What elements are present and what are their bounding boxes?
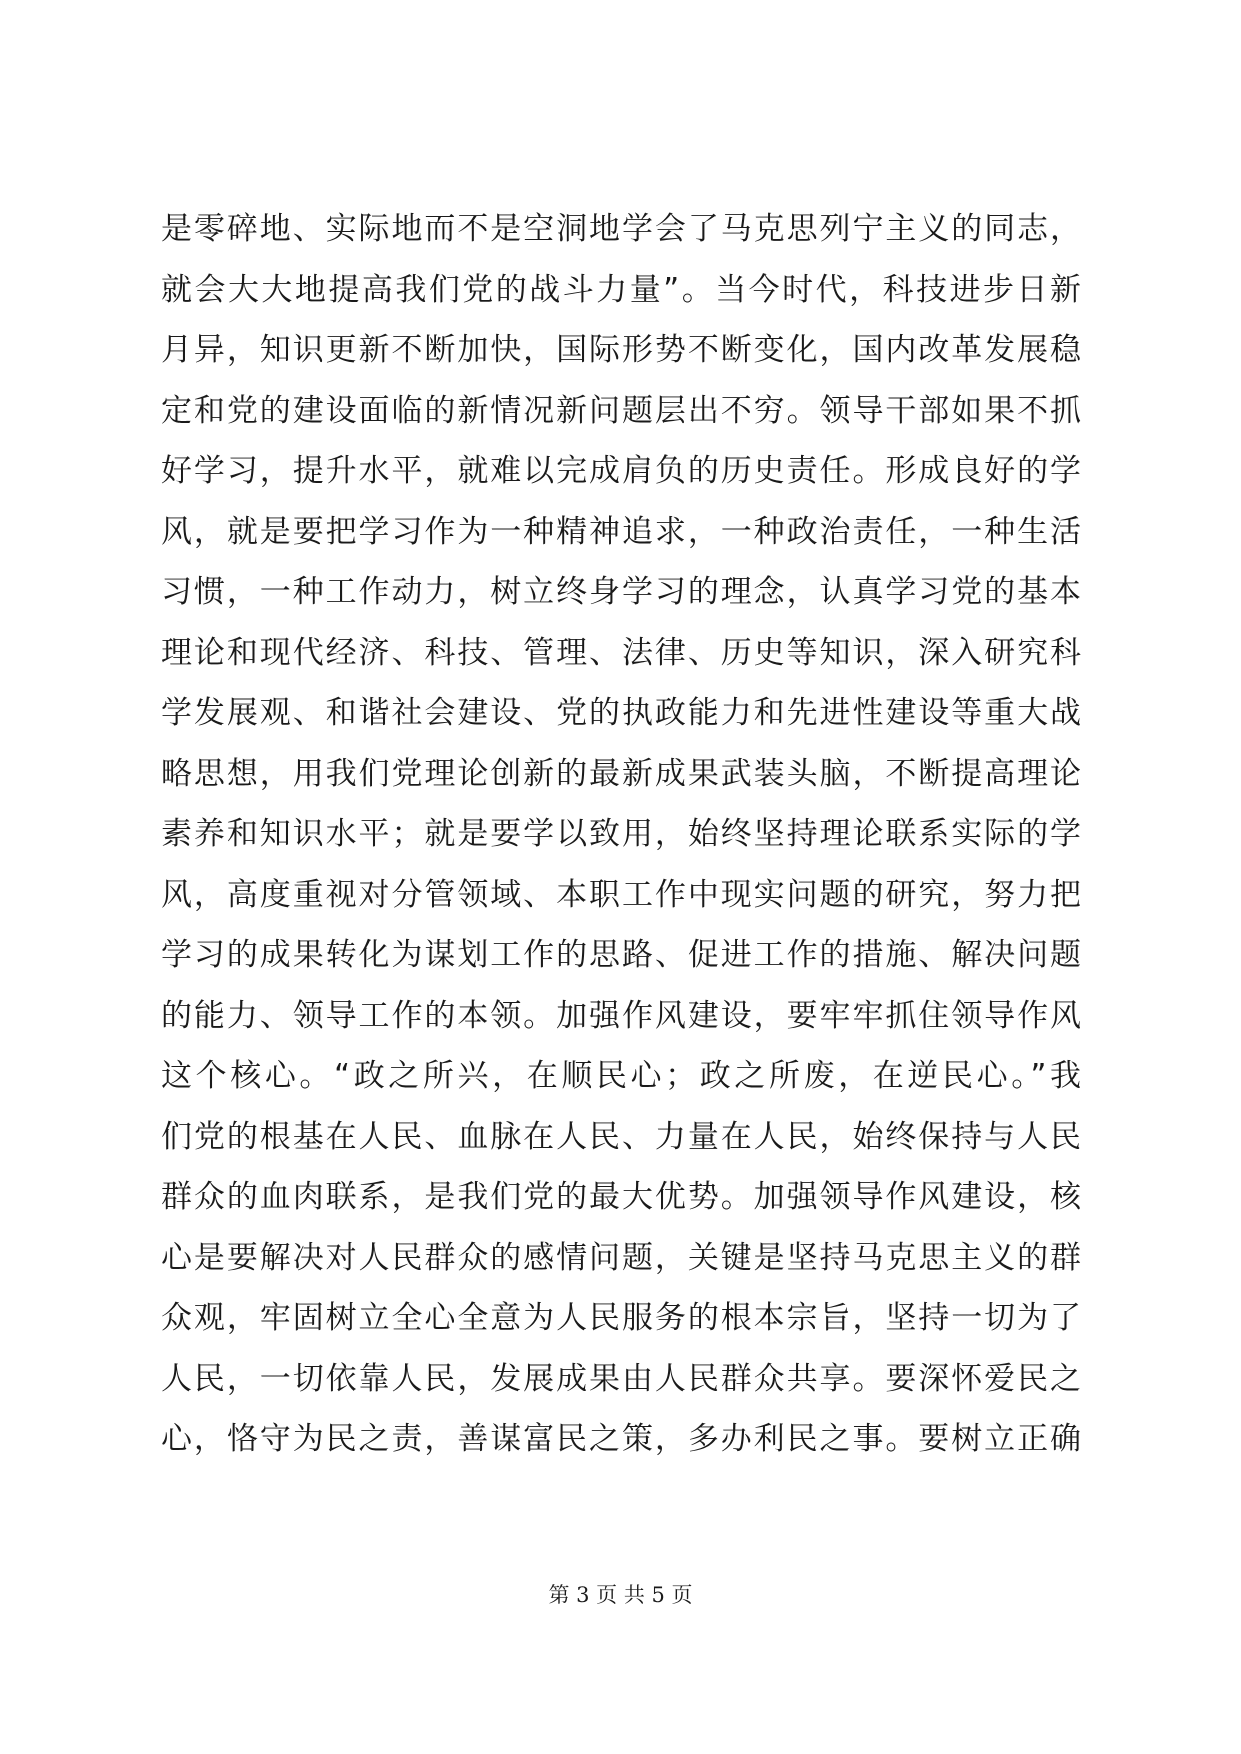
text-line-1: 是零碎地、实际地而不是空洞地学会了马克思列宁主义的同志， xyxy=(161,211,1081,247)
text-line-18: 心是要解决对人民群众的感情问题，关键是坚持马克思主义的群 xyxy=(161,1239,1081,1276)
text-line-8: 理论和现代经济、科技、管理、法律、历史等知识，深入研究科 xyxy=(161,634,1081,671)
text-line-3: 月异，知识更新不断加快，国际形势不断变化，国内改革发展稳 xyxy=(161,332,1081,368)
text-line-19: 众观，牢固树立全心全意为人民服务的根本宗旨，坚持一切为了 xyxy=(161,1300,1081,1336)
text-line-2: 就会大大地提高我们党的战斗力量”。当今时代，科技进步日新 xyxy=(161,271,1081,308)
text-line-13: 学习的成果转化为谋划工作的思路、促进工作的措施、解决问题 xyxy=(161,937,1081,973)
page-number-label: 第 3 页 共 5 页 xyxy=(548,1583,693,1607)
text-line-21: 心，恪守为民之责，善谋富民之策，多办利民之事。要树立正确 xyxy=(161,1421,1081,1457)
text-line-16: 们党的根基在人民、血脉在人民、力量在人民，始终保持与人民 xyxy=(161,1118,1081,1155)
body-text xyxy=(161,199,1081,1470)
text-line-17: 群众的血肉联系，是我们党的最大优势。加强领导作风建设，核 xyxy=(161,1179,1081,1215)
text-line-9: 学发展观、和谐社会建设、党的执政能力和先进性建设等重大战 xyxy=(161,695,1081,731)
text-line-11: 素养和知识水平；就是要学以致用，始终坚持理论联系实际的学 xyxy=(161,816,1081,852)
text-line-15: 这个核心。“政之所兴，在顺民心；政之所废，在逆民心。”我 xyxy=(161,1058,1081,1094)
page-footer xyxy=(0,1580,1241,1610)
text-line-12: 风，高度重视对分管领域、本职工作中现实问题的研究，努力把 xyxy=(161,876,1081,913)
text-line-4: 定和党的建设面临的新情况新问题层出不穷。领导干部如果不抓 xyxy=(161,392,1081,429)
text-line-6: 风，就是要把学习作为一种精神追求，一种政治责任，一种生活 xyxy=(161,513,1081,550)
text-line-20: 人民，一切依靠人民，发展成果由人民群众共享。要深怀爱民之 xyxy=(161,1360,1081,1397)
text-line-14: 的能力、领导工作的本领。加强作风建设，要牢牢抓住领导作风 xyxy=(161,997,1081,1034)
text-line-10: 略思想，用我们党理论创新的最新成果武装头脑，不断提高理论 xyxy=(161,755,1081,792)
text-line-5: 好学习，提升水平，就难以完成肩负的历史责任。形成良好的学 xyxy=(161,453,1081,489)
text-line-7: 习惯，一种工作动力，树立终身学习的理念，认真学习党的基本 xyxy=(161,574,1081,610)
